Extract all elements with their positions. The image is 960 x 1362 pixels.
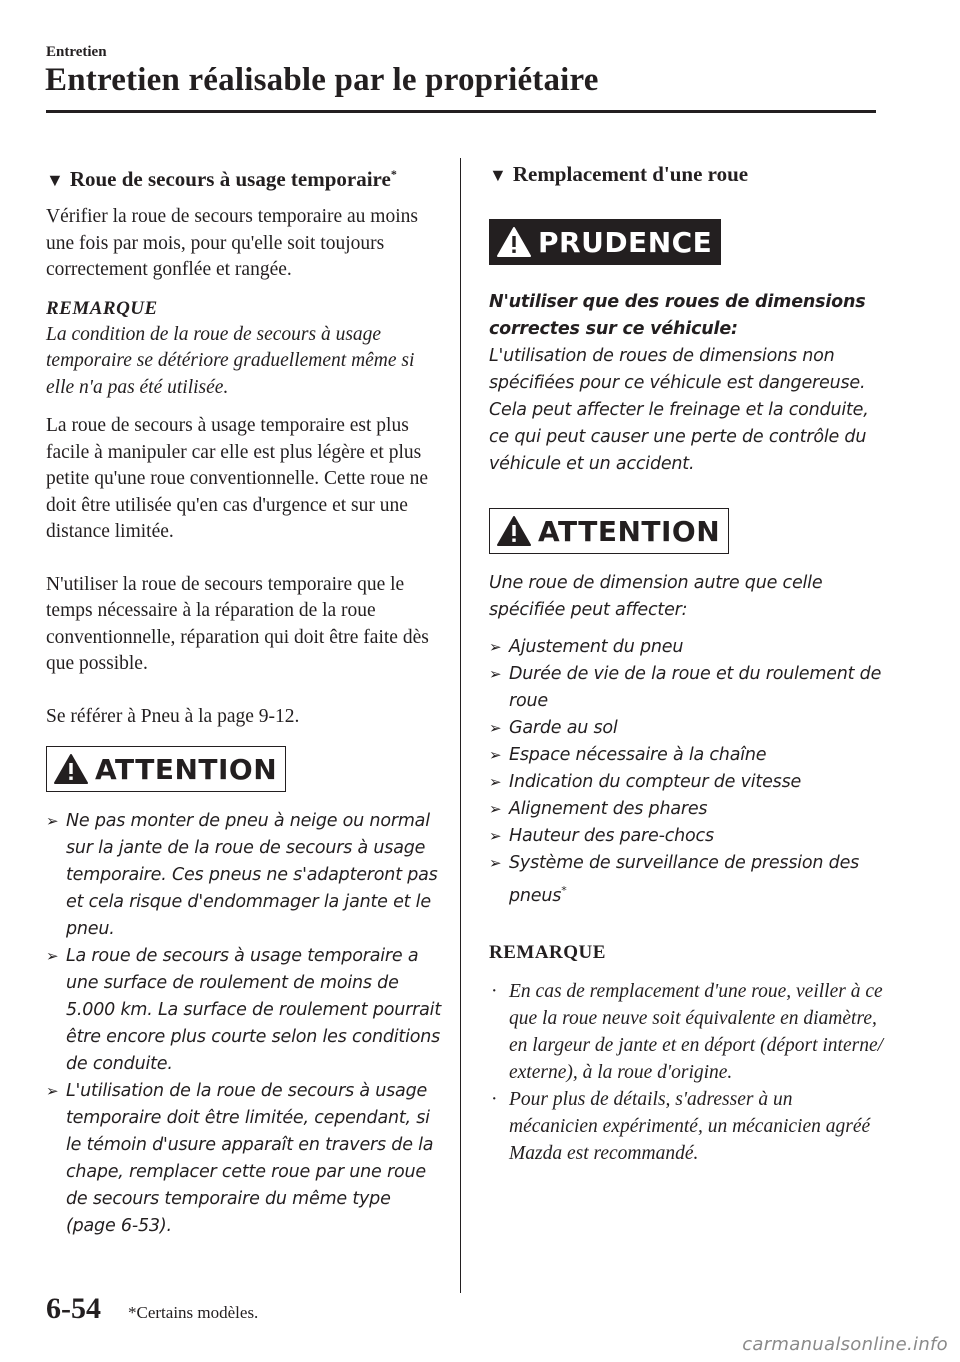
list-item: ➢ La roue de secours à usage temporaire a une surface de roulement de moins de 5.000 km. La surface de roulement pourrait être encore plus courte selon les conditions de conduite. [46,943,441,1078]
watermark: carmanualsonline.info [742,1334,948,1355]
arrow-bullet-icon: ➢ [489,854,502,872]
attention-intro: Une roue de dimension autre que celle spécifiée peut affecter: [489,573,823,620]
dot-bullet-icon: · [491,1088,498,1110]
list-item: ➢ Hauteur des pare-chocs [489,823,884,850]
arrow-bullet-icon: ➢ [489,719,502,737]
arrow-bullet-icon: ➢ [46,947,59,965]
list-item: · En cas de remplacement d'une roue, veiller à ce que la roue neuve soit équivalente en diamètre, en largeur de jante et en déport (déport interne/ externe), à la roue d'origine. [489,978,884,1086]
list-item: ➢ Espace nécessaire à la chaîne [489,742,884,769]
arrow-bullet-icon: ➢ [489,800,502,818]
list-item: ➢ Indication du compteur de vitesse [489,769,884,796]
list-item: ➢ L'utilisation de la roue de secours à usage temporaire doit être limitée, cependant, si le témoin d'usure apparaît en travers de la chape, remplacer cette roue par une roue de secours temporaire du même type (page 6-53). [46,1078,441,1240]
arrow-bullet-icon: ➢ [489,665,502,683]
left-column [46,160,441,1240]
warning-triangle-icon [496,515,532,547]
warning-triangle-icon [496,226,532,258]
right-column [489,160,884,1167]
attention-label: ATTENTION [538,514,721,548]
arrow-bullet-icon: ➢ [46,812,59,830]
list-item: ➢ Ajustement du pneu [489,634,884,661]
note-list [489,978,884,1167]
prudence-bold-text: N'utiliser que des roues de dimensions correctes sur ce véhicule: [489,292,866,339]
note-title: REMARQUE [46,297,158,319]
attention-label: ATTENTION [95,752,278,786]
arrow-bullet-icon: ➢ [489,638,502,656]
prudence-label: PRUDENCE [538,225,713,259]
paragraph: La roue de secours à usage temporaire est plus facile à manipuler car elle est plus légère et plus petite qu'une roue conventionnelle. Cette roue ne doit être utilisée qu'en cas d'urgence et sur une distance limitée. [46,415,429,542]
list-item: ➢ Garde au sol [489,715,884,742]
list-item: ➢ Durée de vie de la roue et du roulement de roue [489,661,884,715]
page-title: Entretien réalisable par le propriétaire [45,62,599,98]
arrow-bullet-icon: ➢ [489,746,502,764]
page-number: 6-54 [46,1292,101,1325]
heading-triangle-icon: ▼ [46,170,64,190]
list-item: ➢ Ne pas monter de pneu à neige ou normal sur la jante de la roue de secours à usage temporaire. Ces pneus ne s'adapteront pas et cela risque d'endommager la jante et le pneu. [46,808,441,943]
heading-triangle-icon: ▼ [489,165,507,185]
note-title: REMARQUE [489,941,606,963]
footnote: *Certains modèles. [128,1303,259,1322]
attention-list [46,808,441,1240]
attention-list [489,634,884,910]
arrow-bullet-icon: ➢ [489,827,502,845]
intro-paragraph: Vérifier la roue de secours temporaire au moins une fois par mois, pour qu'elle soit toujours correctement gonflée et rangée. [46,206,418,280]
section-heading-spare-wheel: ▼ Roue de secours à usage temporaire* [46,167,397,191]
reference-paragraph: Se référer à Pneu à la page 9-12. [46,705,300,727]
list-item: ➢ Système de surveillance de pression des pneus* [489,850,884,910]
paragraph: N'utiliser la roue de secours temporaire que le temps nécessaire à la réparation de la roue conventionnelle, réparation qui doit être faite dès que possible. [46,573,429,674]
prudence-body-text: L'utilisation de roues de dimensions non spécifiées pour ce véhicule est dangereuse. Cela peut affecter le freinage et la conduite, ce qui peut causer une perte de contrôle du véhicule et un accident. [489,346,869,474]
dot-bullet-icon: · [491,980,498,1002]
section-label: Entretien [46,44,107,60]
column-divider [460,158,461,1293]
warning-triangle-icon [53,753,89,785]
attention-box [46,746,286,792]
section-heading-wheel-replacement: ▼ Remplacement d'une roue [489,162,749,186]
note-text: La condition de la roue de secours à usage temporaire se détériore graduellement même si elle n'a pas été utilisée. [46,323,415,398]
arrow-bullet-icon: ➢ [489,773,502,791]
list-item: · Pour plus de détails, s'adresser à un mécanicien expérimenté, un mécanicien agréé Mazda est recommandé. [489,1086,884,1167]
header-rule [46,110,876,113]
list-item: ➢ Alignement des phares [489,796,884,823]
attention-box [489,508,729,554]
prudence-box [489,219,721,265]
arrow-bullet-icon: ➢ [46,1082,59,1100]
prudence-text [489,289,884,478]
